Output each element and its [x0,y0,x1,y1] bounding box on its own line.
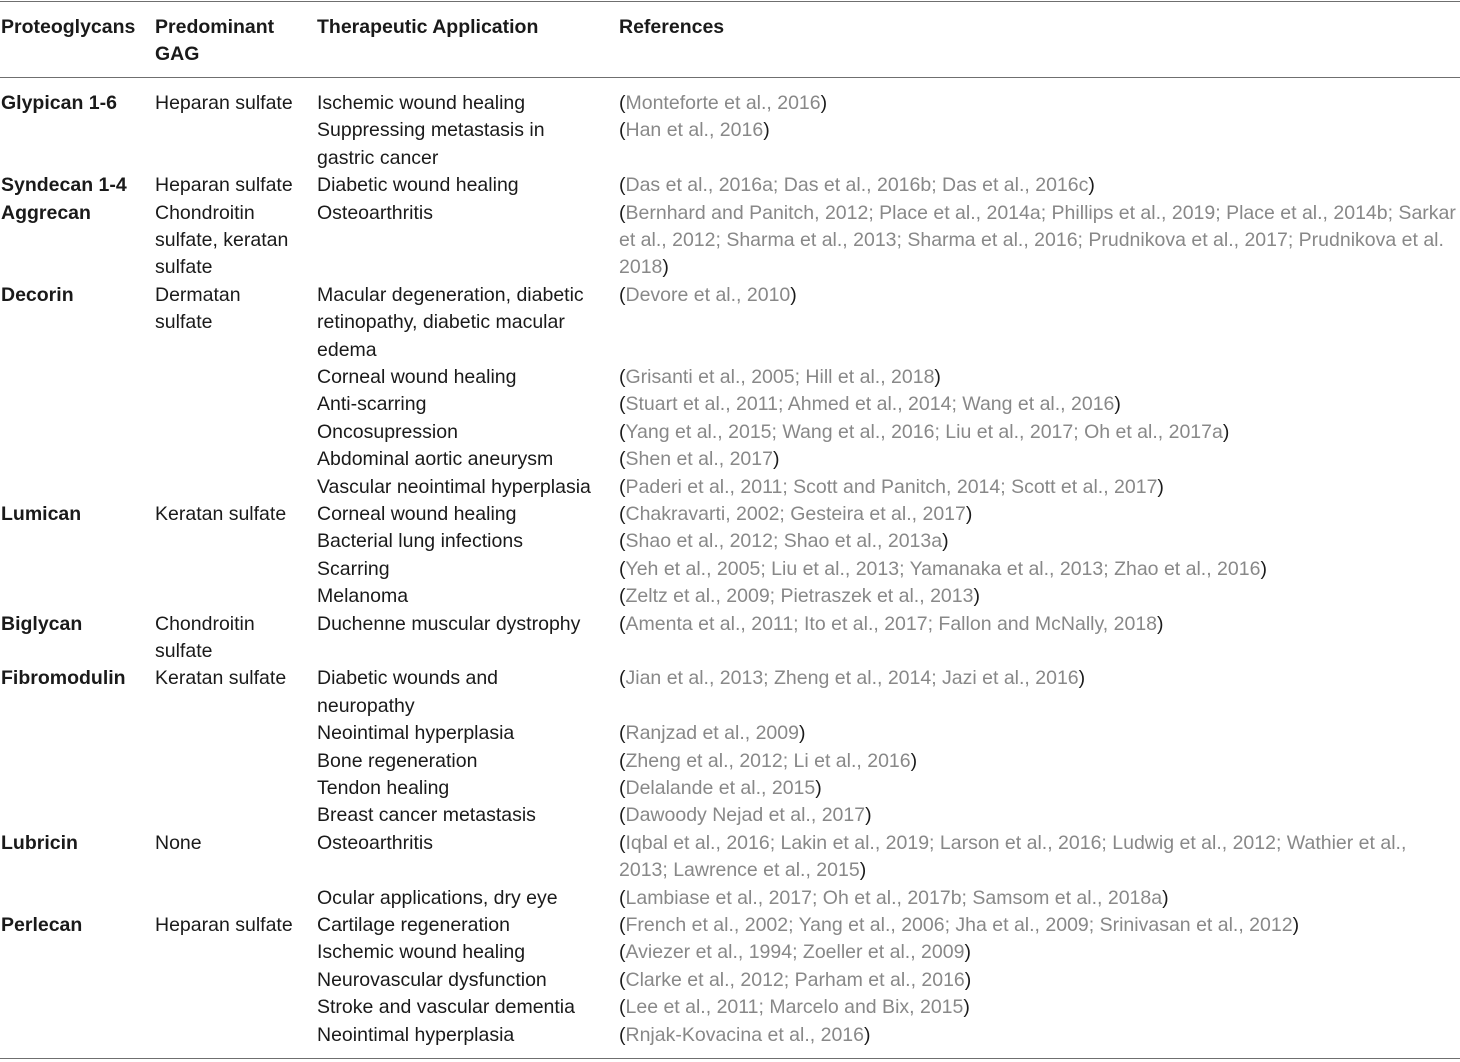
open-paren: ( [619,530,626,553]
application-cell [317,446,553,473]
reference-link[interactable]: Ranjzad et al., 2009 [625,722,799,745]
open-paren: ( [619,996,626,1019]
close-paren: ) [964,968,972,991]
application-cell-line: Bone regeneration [317,749,478,772]
application-cell [317,528,523,555]
application-cell-line: Melanoma [317,585,409,608]
reference-link[interactable]: Das et al., 2016a; Das et al., 2016b; Das et al., 2016c [625,174,1089,197]
gag-cell [155,912,293,939]
application-cell [317,748,477,775]
close-paren: ) [1078,667,1086,690]
gag-cell [155,172,293,199]
application-cell [317,611,580,638]
open-paren: ( [619,503,626,525]
references-line [619,227,1456,254]
header-predominant-gag [155,14,274,68]
reference-link[interactable]: 2013; Lawrence et al., 2015 [619,859,860,882]
header-predominant-gag-line2: GAG [155,43,200,65]
reference-link[interactable]: et al., 2012; Sharma et al., 2013; Sharma et al., 2016; Prudnikova et al., 2017; Prudnikova et al. [619,229,1444,251]
reference-link[interactable]: Lee et al., 2011; Marcelo and Bix, 2015 [625,996,964,1019]
references-line [619,419,1229,446]
references-line [619,720,805,747]
application-cell-line: Oncosupression [317,420,458,443]
references-line [619,528,949,555]
application-cell-line: Corneal wound healing [317,366,517,388]
references-cell [619,282,797,309]
reference-link[interactable]: Shen et al., 2017 [625,448,773,471]
reference-link[interactable]: 2018 [619,256,663,279]
application-cell-line: Abdominal aortic aneurysm [317,448,554,471]
application-cell [317,994,575,1021]
close-paren: ) [1292,914,1300,936]
application-cell [317,172,519,199]
references-cell [619,830,1406,885]
references-line [619,254,1456,281]
references-line [619,583,980,610]
application-cell [317,474,591,501]
references-cell [619,474,1164,501]
application-cell [317,282,584,364]
open-paren: ( [619,777,626,799]
close-paren: ) [942,530,949,553]
open-paren: ( [619,201,626,224]
application-cell-line: Neurovascular dysfunction [317,968,547,991]
close-paren: ) [1157,475,1164,498]
open-paren: ( [619,393,626,416]
gag-cell-line: sulfate [155,256,213,279]
close-paren: ) [934,366,941,388]
reference-link[interactable]: Amenta et al., 2011; Ito et al., 2017; Fallon and McNally, 2018 [625,612,1158,635]
gag-cell-line: Dermatan [155,283,241,306]
references-cell [619,611,1164,638]
application-cell-line: Cartilage regeneration [317,914,510,936]
close-paren: ) [964,941,971,964]
open-paren: ( [619,420,626,443]
application-cell-line: gastric cancer [317,146,439,169]
application-cell [317,939,525,966]
gag-cell-line: Chondroitin [155,201,255,224]
close-paren: ) [820,92,828,114]
open-paren: ( [619,914,626,936]
reference-link[interactable]: Zeltz et al., 2009; Pietraszek et al., 2013 [625,585,974,608]
proteoglycan-cell [1,90,117,117]
close-paren: ) [815,777,822,799]
application-cell [317,90,525,117]
reference-link[interactable]: Han et al., 2016 [625,119,764,142]
close-paren: ) [865,804,872,827]
open-paren: ( [619,667,626,690]
application-cell-line: Duchenne muscular dystrophy [317,612,581,635]
reference-link[interactable]: Bernhard and Panitch, 2012; Place et al., 2014a; Phillips et al., 2019; Place et al., 2014b; Sarkar [625,201,1456,224]
references-line [619,391,1121,418]
application-cell-line: Ocular applications, dry eye [317,886,558,909]
header-therapeutic-application: Therapeutic Application [317,16,539,38]
reference-link[interactable]: Stuart et al., 2011; Ahmed et al., 2014; Wang et al., 2016 [625,393,1115,416]
gag-cell-line: None [155,831,202,854]
references-line [619,967,971,994]
application-cell-line: Diabetic wounds and [317,667,499,690]
application-cell-line: Ischemic wound healing [317,92,526,114]
references-cell [619,748,917,775]
close-paren: ) [973,585,980,608]
open-paren: ( [619,831,626,854]
references-cell [619,775,822,802]
close-paren: ) [965,503,973,525]
references-cell [619,939,971,966]
gag-cell [155,611,255,666]
gag-cell [155,830,202,857]
references-cell [619,200,1456,282]
open-paren: ( [619,1023,626,1046]
open-paren: ( [619,722,626,745]
open-paren: ( [619,749,626,772]
references-cell [619,994,970,1021]
open-paren: ( [619,475,626,498]
open-paren: ( [619,585,626,608]
application-cell [317,200,433,227]
gag-cell [155,200,288,282]
gag-cell-line: Heparan sulfate [155,92,293,114]
reference-link[interactable]: Yang et al., 2015; Wang et al., 2016; Liu et al., 2017; Oh et al., 2017a [625,420,1223,443]
application-cell-line: edema [317,338,377,361]
references-cell [619,501,972,528]
proteoglycan-cell [1,501,81,528]
references-line [619,885,1169,912]
header-proteoglycans: Proteoglycans [1,16,136,38]
open-paren: ( [619,612,626,635]
proteoglycan-cell-line: Aggrecan [1,201,91,224]
references-cell [619,364,941,391]
proteoglycan-cell-line: Syndecan 1-4 [1,174,127,197]
application-cell-line: retinopathy, diabetic macular [317,311,565,334]
proteoglycan-cell [1,172,127,199]
close-paren: ) [772,448,780,471]
application-cell-line: Diabetic wound healing [317,174,519,197]
close-paren: ) [963,996,970,1019]
close-paren: ) [863,1023,871,1046]
reference-link[interactable]: Aviezer et al., 1994; Zoeller et al., 2009 [625,941,965,964]
references-line [619,474,1164,501]
application-cell-line: neuropathy [317,694,415,717]
references-line [619,611,1164,638]
proteoglycan-cell-line: Biglycan [1,612,83,635]
references-cell [619,446,779,473]
references-cell [619,802,872,829]
open-paren: ( [619,941,626,964]
proteoglycan-cell [1,665,126,692]
references-cell [619,720,805,747]
reference-link[interactable]: Yeh et al., 2005; Liu et al., 2013; Yamanaka et al., 2013; Zhao et al., 2016 [625,557,1261,580]
application-cell [317,802,536,829]
gag-cell [155,501,286,528]
references-line [619,775,822,802]
references-cell [619,419,1229,446]
references-cell [619,556,1267,583]
open-paren: ( [619,557,626,580]
open-paren: ( [619,366,626,388]
close-paren: ) [1157,612,1164,635]
application-cell [317,364,516,391]
reference-link[interactable]: Dawoody Nejad et al., 2017 [625,804,866,827]
references-cell [619,117,770,144]
reference-link[interactable]: Clarke et al., 2012; Parham et al., 2016 [625,968,965,991]
header-references: References [619,16,725,38]
close-paren: ) [763,119,770,142]
application-cell-line: Ischemic wound healing [317,941,526,964]
application-cell [317,117,545,172]
references-line [619,556,1267,583]
reference-link[interactable]: Shao et al., 2012; Shao et al., 2013a [625,530,943,553]
reference-link[interactable]: Delalande et al., 2015 [625,777,816,799]
references-cell [619,885,1169,912]
proteoglycan-cell-line: Perlecan [1,914,83,936]
reference-link[interactable]: Monteforte et al., 2016 [625,92,821,114]
reference-link[interactable]: Jian et al., 2013; Zheng et al., 2014; Jazi et al., 2016 [625,667,1079,690]
proteoglycan-cell [1,200,91,227]
open-paren: ( [619,968,626,991]
table-top-rule [0,1,1460,2]
gag-cell-line: Chondroitin [155,612,255,635]
table-bottom-rule [0,1058,1460,1059]
references-cell [619,172,1095,199]
references-line [619,282,797,309]
references-line [619,939,971,966]
proteoglycan-cell-line: Lumican [1,503,82,525]
header-rule [0,77,1460,78]
references-line [619,90,827,117]
references-line [619,1022,870,1049]
gag-cell [155,282,241,337]
reference-link[interactable]: Zheng et al., 2012; Li et al., 2016 [625,749,911,772]
application-cell-line: Macular degeneration, diabetic [317,283,584,306]
open-paren: ( [619,119,626,142]
application-cell-line: Bacterial lung infections [317,530,523,553]
open-paren: ( [619,448,626,471]
references-line [619,994,970,1021]
reference-link[interactable]: Devore et al., 2010 [625,283,791,306]
references-line [619,748,917,775]
application-cell-line: Vascular neointimal hyperplasia [317,475,591,498]
references-line [619,172,1095,199]
application-cell-line: Breast cancer metastasis [317,804,536,827]
references-line [619,364,941,391]
application-cell [317,391,426,418]
references-line [619,501,972,528]
close-paren: ) [1088,174,1095,197]
application-cell-line: Corneal wound healing [317,503,517,525]
references-cell [619,1022,870,1049]
reference-link[interactable]: Iqbal et al., 2016; Lakin et al., 2019; Larson et al., 2016; Ludwig et al., 2012; Wathier et al., [625,831,1407,854]
close-paren: ) [790,283,797,306]
application-cell [317,830,433,857]
gag-cell [155,665,286,692]
gag-cell-line: sulfate [155,311,213,334]
gag-cell [155,90,293,117]
application-cell-line: Stroke and vascular dementia [317,996,575,1019]
header-predominant-gag-line1: Predominant [155,16,275,38]
references-cell [619,391,1121,418]
references-line [619,857,1406,884]
application-cell-line: Scarring [317,557,390,580]
open-paren: ( [619,92,626,114]
close-paren: ) [859,859,867,882]
reference-link[interactable]: Chakravarti, 2002; Gesteira et al., 2017 [625,503,966,525]
application-cell [317,720,514,747]
application-cell [317,1022,514,1049]
close-paren: ) [798,722,806,745]
reference-link[interactable]: Grisanti et al., 2005; Hill et al., 2018 [625,366,935,388]
references-line [619,830,1406,857]
gag-cell-line: Keratan sulfate [155,667,287,690]
application-cell-line: Neointimal hyperplasia [317,1023,515,1046]
application-cell-line: Osteoarthritis [317,201,433,224]
application-cell [317,583,408,610]
proteoglycan-cell-line: Fibromodulin [1,667,126,690]
application-cell-line: Osteoarthritis [317,831,433,854]
proteoglycan-cell [1,912,82,939]
references-cell [619,583,980,610]
application-cell-line: Suppressing metastasis in [317,119,545,142]
reference-link[interactable]: Rnjak-Kovacina et al., 2016 [625,1023,864,1046]
close-paren: ) [662,256,669,279]
gag-cell-line: Heparan sulfate [155,914,293,936]
references-cell [619,912,1299,939]
close-paren: ) [1162,886,1169,909]
open-paren: ( [619,283,626,306]
application-cell [317,665,498,720]
application-cell-line: Neointimal hyperplasia [317,722,515,745]
references-line [619,200,1456,227]
proteoglycan-cell [1,830,78,857]
application-cell [317,967,547,994]
reference-link[interactable]: French et al., 2002; Yang et al., 2006; Jha et al., 2009; Srinivasan et al., 2012 [625,914,1293,936]
reference-link[interactable]: Paderi et al., 2011; Scott and Panitch, 2014; Scott et al., 2017 [625,475,1158,498]
references-cell [619,528,949,555]
application-cell [317,419,458,446]
application-cell [317,912,510,939]
references-line [619,446,779,473]
close-paren: ) [910,749,918,772]
references-line [619,802,872,829]
proteoglycan-cell [1,282,74,309]
references-cell [619,90,827,117]
proteoglycan-cell-line: Lubricin [1,831,78,854]
references-line [619,912,1299,939]
close-paren: ) [1114,393,1121,416]
gag-cell-line: Heparan sulfate [155,174,293,197]
gag-cell-line: Keratan sulfate [155,503,287,525]
application-cell [317,885,558,912]
reference-link[interactable]: Lambiase et al., 2017; Oh et al., 2017b; Samsom et al., 2018a [625,886,1163,909]
close-paren: ) [1260,557,1267,580]
proteoglycan-cell-line: Glypican 1-6 [1,92,117,114]
application-cell [317,501,516,528]
application-cell [317,775,449,802]
proteoglycan-cell-line: Decorin [1,283,74,306]
open-paren: ( [619,886,626,909]
application-cell [317,556,390,583]
open-paren: ( [619,804,626,827]
references-line [619,117,770,144]
references-cell [619,665,1085,692]
close-paren: ) [1222,420,1230,443]
gag-cell-line: sulfate [155,640,213,662]
proteoglycan-cell [1,611,82,638]
open-paren: ( [619,174,626,197]
references-cell [619,967,971,994]
gag-cell-line: sulfate, keratan [155,229,289,251]
application-cell-line: Tendon healing [317,777,450,799]
references-line [619,665,1085,692]
application-cell-line: Anti-scarring [317,393,427,416]
